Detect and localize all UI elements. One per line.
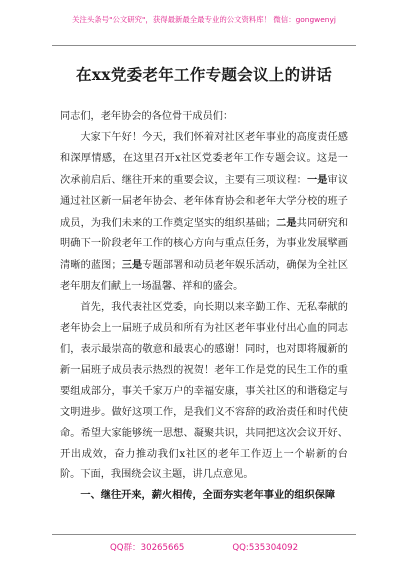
footer bbox=[0, 541, 408, 553]
document-body bbox=[60, 107, 348, 507]
footer-divider bbox=[52, 534, 356, 535]
paragraph-agenda bbox=[60, 128, 348, 298]
document-title: 在xx党委老年工作专题会议上的讲话 bbox=[75, 65, 333, 84]
agenda-item-1: 审议通过社区新一届老年协会、老年体育协会和老年大学分校的班子成员，为我们未来的工作奠定坚实的组织基础； bbox=[60, 174, 349, 229]
agenda-item-2: 共同研究和明确下一阶段老年工作的核心方向与重点任务，为事业发展擘画清晰的蓝图； bbox=[60, 217, 349, 272]
agenda-marker-3: 三是 bbox=[121, 259, 143, 272]
agenda-item-3: 专题部署和动员老年娱乐活动，确保为全社区老年朋友们献上一场温馨、祥和的盛会。 bbox=[60, 260, 349, 293]
agenda-marker-1: 一是 bbox=[306, 173, 328, 186]
header-divider bbox=[52, 45, 356, 46]
salutation: 同志们，老年协会的各位骨干成员们： bbox=[60, 111, 234, 122]
agenda-marker-2: 二是 bbox=[275, 216, 297, 229]
section-heading-1: 一、继往开来，薪火相传，全面夯实老年事业的组织保障 bbox=[80, 490, 336, 502]
footer-qq-group: QQ群：30265665 bbox=[109, 543, 185, 553]
paragraph-thanks: 首先，我代表社区党委，向长期以来辛勤工作、无私奉献的老年协会上一届班子成员和所有为社区老年事业付出心血的同志们，表示最崇高的敬意和最衷心的感谢！同时，也对即将履新的新一届班子成员表示热烈的祝贺！老年工作是党的民生工作的重要组成部分，事关千家万户的幸福安康，事关社区的和谐稳定与文明进步。做好这项工作，是我们义不容辞的政治责任和时代使命。希望大家能够统一思想、凝聚共识，共同把这次会议开好、开出成效，奋力推动我们x社区的老年工作迈上一个崭新的台阶。下面，我围绕会议主题，讲几点意见。 bbox=[60, 302, 348, 481]
paragraph-agenda-intro: 大家下午好！今天，我们怀着对社区老年事业的高度责任感和深厚情感，在这里召开x社区党委老年工作专题会议。这是一次承前启后、继往开来的重要会议，主要有三项议程： bbox=[60, 131, 348, 186]
footer-qq: QQ:535304092 bbox=[232, 543, 299, 553]
header-note: 关注头条号"公文研究"，获得最新最全最专业的公文资料库！ 微信：gongwenyj bbox=[72, 15, 336, 24]
